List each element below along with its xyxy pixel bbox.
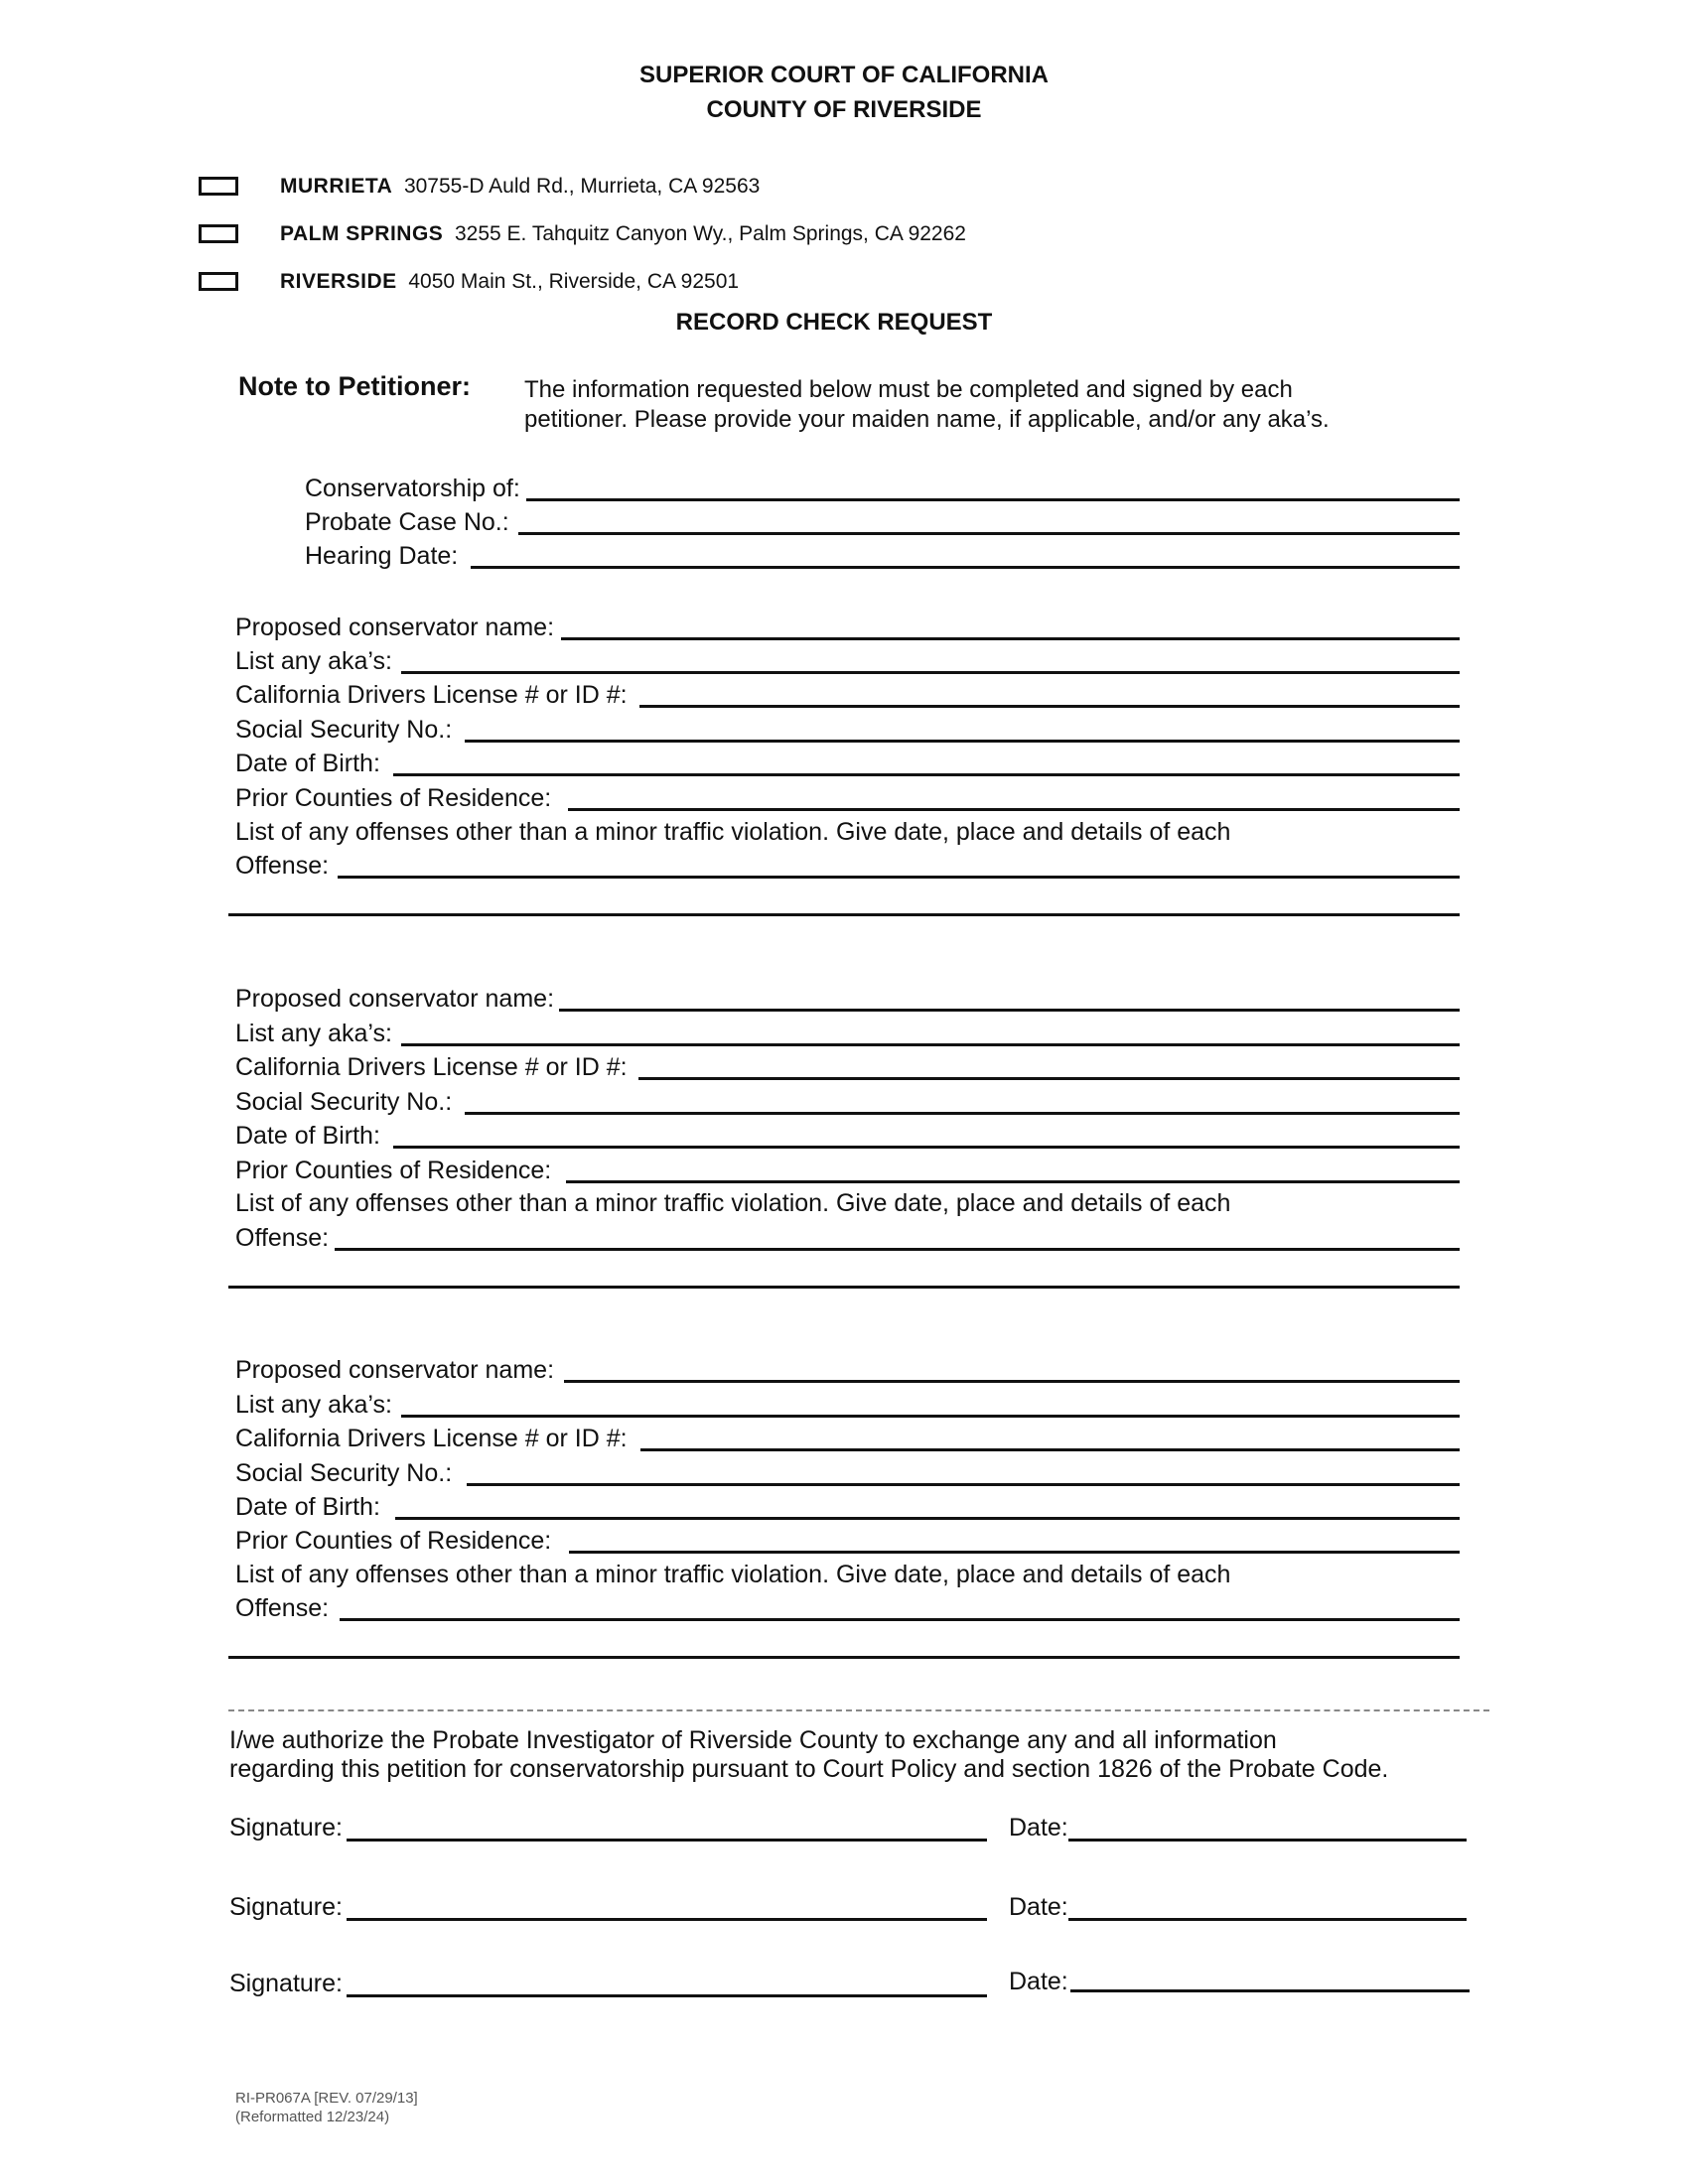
prior-counties-field[interactable]: [566, 1180, 1460, 1183]
conservator-name-field[interactable]: [564, 1380, 1460, 1383]
dob-label: Date of Birth:: [235, 750, 380, 777]
aka-label: List any aka’s:: [235, 647, 392, 675]
signature-field[interactable]: [347, 1918, 987, 1921]
offense-label: Offense:: [235, 1224, 330, 1252]
murrieta-checkbox[interactable]: [199, 177, 238, 196]
location-name: MURRIETA: [280, 175, 393, 198]
license-field[interactable]: [638, 1077, 1460, 1080]
court-title: SUPERIOR COURT OF CALIFORNIA: [639, 62, 1049, 88]
hearing-date-field[interactable]: [471, 566, 1460, 569]
dob-field[interactable]: [395, 1517, 1460, 1520]
reformatted-date: (Reformatted 12/23/24): [235, 2109, 390, 2125]
offense-field[interactable]: [340, 1618, 1460, 1621]
note-line-1: The information requested below must be completed and signed by each: [524, 376, 1293, 403]
prior-counties-field[interactable]: [568, 808, 1460, 811]
signature-label: Signature:: [229, 1893, 343, 1921]
location-address: 30755-D Auld Rd., Murrieta, CA 92563: [403, 175, 761, 198]
ssn-label: Social Security No.:: [235, 1459, 453, 1487]
form-footer: [235, 2089, 418, 2126]
case-number-field[interactable]: [518, 532, 1460, 535]
location-palm-springs: [280, 222, 966, 246]
conservator-name-label: Proposed conservator name:: [235, 614, 555, 641]
signature-field[interactable]: [347, 1839, 987, 1842]
conservatorship-field[interactable]: [526, 498, 1460, 501]
license-field[interactable]: [639, 705, 1460, 708]
dob-field[interactable]: [393, 1146, 1460, 1149]
date-field[interactable]: [1068, 1918, 1467, 1921]
offenses-intro: List of any offenses other than a minor traffic violation. Give date, place and details of each: [235, 1189, 1231, 1217]
signature-label: Signature:: [229, 1970, 343, 1997]
conservatorship-label: Conservatorship of:: [305, 475, 520, 502]
date-label: Date:: [1009, 1814, 1068, 1842]
ssn-field[interactable]: [465, 740, 1460, 743]
conservator-name-label: Proposed conservator name:: [235, 1356, 555, 1384]
ssn-field[interactable]: [465, 1112, 1460, 1115]
offenses-intro: List of any offenses other than a minor traffic violation. Give date, place and details of each: [235, 1561, 1231, 1588]
license-label: California Drivers License # or ID #:: [235, 681, 628, 709]
signature-label: Signature:: [229, 1814, 343, 1842]
dob-field[interactable]: [393, 773, 1460, 776]
dob-label: Date of Birth:: [235, 1493, 380, 1521]
conservator-name-field[interactable]: [561, 637, 1460, 640]
hearing-date-label: Hearing Date:: [305, 542, 459, 570]
aka-field[interactable]: [401, 671, 1460, 674]
conservator-name-label: Proposed conservator name:: [235, 985, 555, 1013]
offense-field[interactable]: [338, 876, 1460, 879]
prior-counties-label: Prior Counties of Residence:: [235, 1527, 552, 1555]
palm-springs-checkbox[interactable]: [199, 224, 238, 243]
note-line-2: petitioner. Please provide your maiden name, if applicable, and/or any aka’s.: [524, 406, 1330, 433]
offense-field-continued[interactable]: [228, 913, 1460, 916]
dob-label: Date of Birth:: [235, 1122, 380, 1150]
date-label: Date:: [1009, 1893, 1068, 1921]
ssn-label: Social Security No.:: [235, 716, 453, 744]
location-murrieta: [280, 175, 760, 199]
conservator-name-field[interactable]: [559, 1009, 1460, 1012]
note-text: [524, 375, 1418, 435]
location-address: 4050 Main St., Riverside, CA 92501: [408, 270, 740, 293]
authorization-line-2: regarding this petition for conservatorship pursuant to Court Policy and section 1826 of the Probate Code.: [229, 1755, 1389, 1783]
offense-field-continued[interactable]: [228, 1656, 1460, 1659]
location-name: PALM SPRINGS: [280, 222, 444, 245]
offense-label: Offense:: [235, 1594, 330, 1622]
aka-field[interactable]: [401, 1043, 1460, 1046]
ssn-label: Social Security No.:: [235, 1088, 453, 1116]
offense-label: Offense:: [235, 852, 330, 880]
riverside-checkbox[interactable]: [199, 272, 238, 291]
dashed-separator: [228, 1709, 1489, 1711]
location-riverside: [280, 270, 739, 294]
location-name: RIVERSIDE: [280, 270, 397, 293]
aka-field[interactable]: [401, 1415, 1460, 1418]
license-label: California Drivers License # or ID #:: [235, 1053, 628, 1081]
date-label: Date:: [1009, 1968, 1068, 1995]
aka-label: List any aka’s:: [235, 1391, 392, 1419]
form-id: RI-PR067A [REV. 07/29/13]: [235, 2090, 418, 2107]
prior-counties-label: Prior Counties of Residence:: [235, 784, 552, 812]
county-title: COUNTY OF RIVERSIDE: [706, 96, 982, 123]
form-title: RECORD CHECK REQUEST: [675, 309, 993, 336]
note-heading: Note to Petitioner:: [238, 371, 471, 401]
prior-counties-label: Prior Counties of Residence:: [235, 1157, 552, 1184]
prior-counties-field[interactable]: [569, 1551, 1460, 1554]
license-field[interactable]: [640, 1448, 1460, 1451]
signature-field[interactable]: [347, 1994, 987, 1997]
authorization-line-1: I/we authorize the Probate Investigator of Riverside County to exchange any and all information: [229, 1726, 1277, 1754]
location-address: 3255 E. Tahquitz Canyon Wy., Palm Springs, CA 92262: [454, 222, 966, 245]
date-field[interactable]: [1068, 1839, 1467, 1842]
offense-field[interactable]: [335, 1248, 1460, 1251]
case-number-label: Probate Case No.:: [305, 508, 509, 536]
license-label: California Drivers License # or ID #:: [235, 1425, 628, 1452]
offense-field-continued[interactable]: [228, 1286, 1460, 1289]
offenses-intro: List of any offenses other than a minor traffic violation. Give date, place and details of each: [235, 818, 1231, 846]
date-field[interactable]: [1070, 1989, 1470, 1992]
aka-label: List any aka’s:: [235, 1020, 392, 1047]
ssn-field[interactable]: [467, 1483, 1460, 1486]
